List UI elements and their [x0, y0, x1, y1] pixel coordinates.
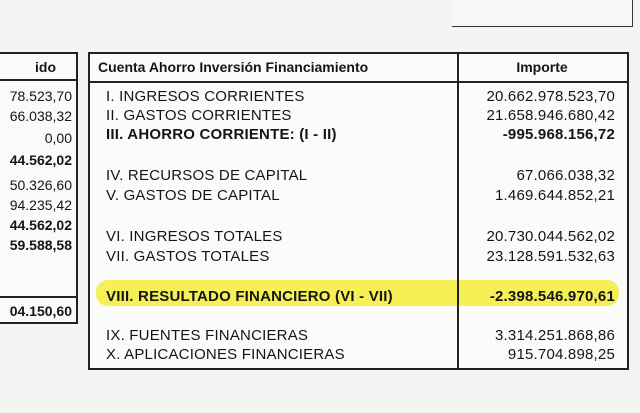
left-table-value: 94.235,42 [9, 197, 72, 213]
left-table-value: 50.326,60 [9, 177, 72, 193]
left-table-value: 78.523,70 [9, 88, 72, 104]
row-amount: 915.704.898,25 [507, 346, 615, 363]
row-amount: 20.730.044.562,02 [486, 228, 615, 245]
left-table-value: 44.562,02 [9, 152, 72, 168]
table-row [90, 106, 627, 126]
row-concept: X. APLICACIONES FINANCIERAS [106, 346, 345, 363]
header-concept: Cuenta Ahorro Inversión Financiamiento [98, 59, 369, 75]
row-amount: 67.066.038,32 [516, 167, 615, 184]
left-table-value: 0,00 [44, 130, 72, 146]
row-amount: -995.968.156,72 [502, 126, 615, 143]
header-amount: Importe [516, 59, 568, 75]
row-concept: IX. FUENTES FINANCIERAS [106, 327, 309, 344]
row-amount: 21.658.946.680,42 [486, 107, 615, 124]
row-amount: 3.314.251.868,86 [495, 327, 615, 344]
table-row [90, 345, 627, 365]
table-row [90, 227, 627, 247]
row-concept: III. AHORRO CORRIENTE: (I - II) [106, 126, 337, 143]
top-cell-fragment [452, 0, 633, 27]
left-table-value: 44.562,02 [9, 217, 72, 233]
row-concept: VII. GASTOS TOTALES [106, 248, 270, 265]
row-amount: 1.469.644.852,21 [495, 187, 615, 204]
table-row [90, 247, 627, 267]
financial-account-table [88, 52, 629, 370]
row-concept: I. INGRESOS CORRIENTES [106, 88, 305, 105]
row-concept: VI. INGRESOS TOTALES [106, 228, 283, 245]
table-row [90, 166, 627, 186]
left-table-header: ido [0, 54, 76, 81]
left-table-fragment [0, 52, 78, 324]
row-amount: -2.398.546.970,61 [489, 288, 615, 305]
row-concept: IV. RECURSOS DE CAPITAL [106, 167, 308, 184]
table-row [90, 186, 627, 206]
row-concept: V. GASTOS DE CAPITAL [106, 187, 280, 204]
left-table-total: 04.150,60 [0, 296, 76, 322]
row-amount: 20.662.978.523,70 [486, 88, 615, 105]
row-concept: VIII. RESULTADO FINANCIERO (VI - VII) [106, 288, 393, 305]
left-table-value: 59.588,58 [9, 237, 72, 253]
table-row [90, 125, 627, 145]
table-row-highlighted [90, 287, 627, 307]
table-row [90, 326, 627, 346]
row-amount: 23.128.591.532,63 [486, 248, 615, 265]
table-header [90, 54, 627, 83]
row-concept: II. GASTOS CORRIENTES [106, 107, 292, 124]
table-row [90, 87, 627, 107]
left-table-value: 66.038,32 [9, 108, 72, 124]
